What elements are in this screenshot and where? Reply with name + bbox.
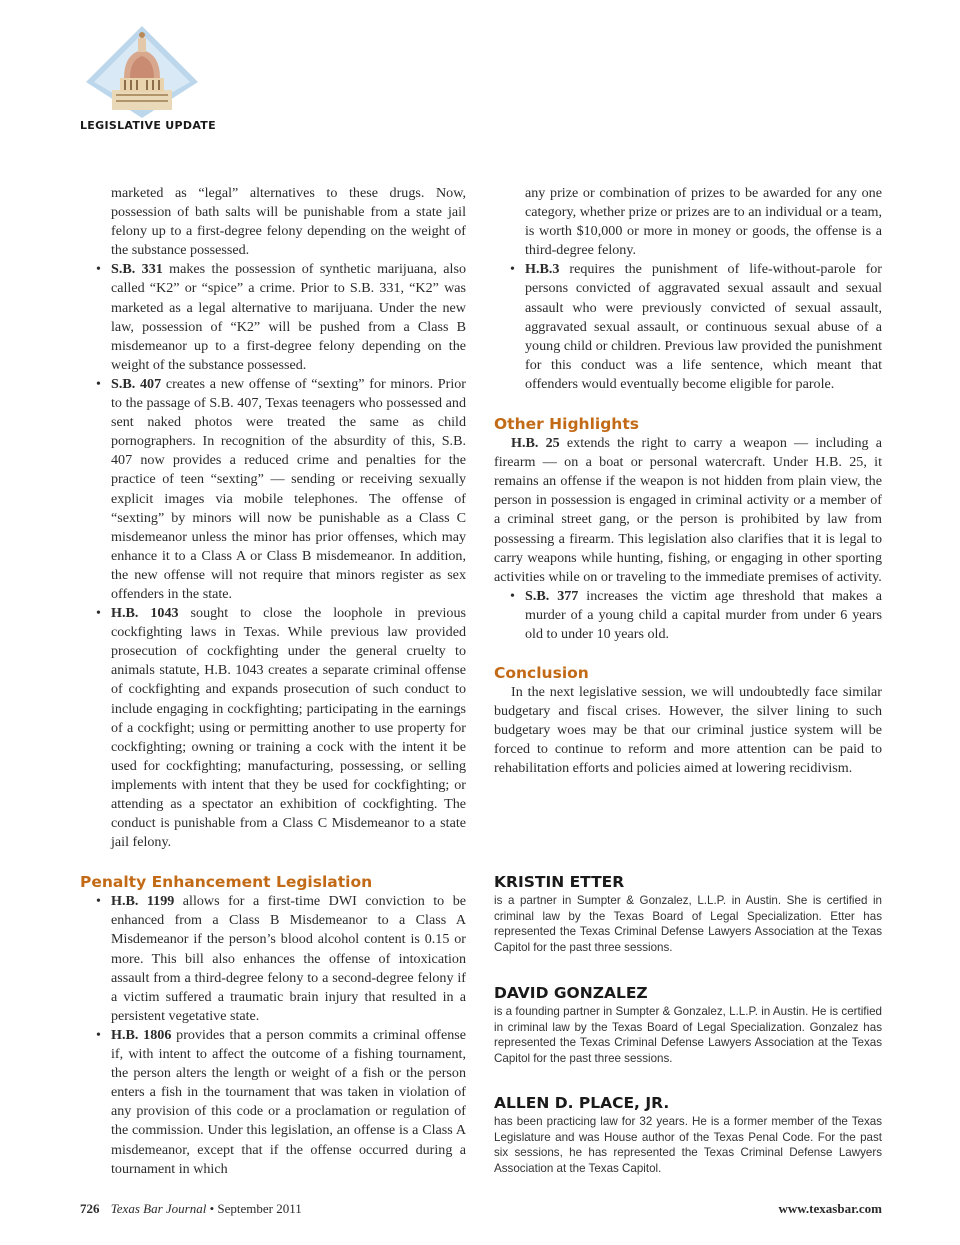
issue-date: September 2011	[217, 1201, 302, 1216]
bill-number: S.B. 377	[525, 587, 579, 604]
bullet-text: requires the punishment of life-without-parole for persons convicted of aggravated sexual assault and sexual assault who were previously convicted of sexual assault, aggravated sexual assault, or continuous sexual abuse of a young child or children. Previous law provided the punishment for this conduct was a life sentence, which meant that offenders would eventually become eligible for parole.	[525, 261, 882, 392]
bullet-text: sought to close the loophole in previous cockfighting laws in Texas. While previous law provided prosecution of cockfighting under the general cruelty to animals statute, H.B. 1043 creates a separate criminal offense of cockfighting and expands prosecution of such conduct to include engaging in cockfighting; participating in the earnings of a cockfight; using or permitting another to use property for cockfighting; owning or training a cock with the intent it be used for cockfighting; manufacturing, possessing, or selling implements with intent that they be used for cockfighting; or attending as a spectator an exhibition of cockfighting. The conduct is punishable from a Class C Misdemeanor to a state jail felony.	[111, 605, 466, 851]
page-footer	[80, 1201, 302, 1217]
bullet-text: increases the victim age threshold that makes a murder of a young child a capital murder from under 6 years old to under 10 years old.	[525, 587, 882, 642]
website-url[interactable]: www.texasbar.com	[778, 1201, 882, 1216]
bill-number: H.B. 1043	[111, 605, 179, 622]
section-label: LEGISLATIVE UPDATE	[80, 119, 216, 132]
bullet-hb1043: • H.B. 1043 sought to close the loophole in previous cockfighting laws in Texas. While previous law provided prosecution of cockfighting under the general cruelty to animals statute, H.B. 1043 creates a separate criminal offense of cockfighting and expands prosecution of such conduct to include engaging in cockfighting; participating in the earnings of a cockfight; using or permitting another to use property for cockfighting; owning or training a cock with the intent it be used for cockfighting; manufacturing, possessing, or selling implements with intent that they be used for cockfighting; or attending as a spectator an exhibition of cockfighting. The conduct is punishable from a Class C Misdemeanor to a state jail felony.	[96, 605, 466, 851]
author-description: is a partner in Sumpter & Gonzalez, L.L.P. in Austin. She is certified in criminal law by the Texas Board of Legal Specialization. Etter has represented the Texas Criminal Defense Lawyers Association at the Texas Capitol for the past three sessions.	[494, 894, 882, 955]
bullet-text: provides that a person commits a criminal offense if, with intent to affect the outcome of a fishing tournament, the person alters the length or weight of a fish or the person enters a fish in the tournament that was taken in violation of any provision of this code or a proclamation or regulation of the commission. Under this legislation, an offense is a Class A misdemeanor, except that if the offense occurred during a tournament in which	[111, 1026, 467, 1177]
footer-separator: •	[209, 1201, 215, 1216]
bill-number: S.B. 407	[111, 375, 162, 392]
penalty-heading: Penalty Enhancement Legislation	[80, 873, 373, 892]
bullet-text: allows for a first-time DWI conviction to be enhanced from a Class B Misdemeanor to a Class A Misdemeanor if the person’s blood alcohol content is 0.15 or more. This bill also enhances the offense of intoxication assault from a third-degree felony to a second-degree felony if a victim suffered a traumatic brain injury that resulted in a persistent vegetative state.	[111, 893, 467, 1024]
page-number: 726	[80, 1201, 100, 1216]
author-description: has been practicing law for 32 years. He is a former member of the Texas Legislature and was House author of the Texas Penal Code. For the past six sessions, he has represented the Texas Criminal Defense Lawyers Association at the Texas Capitol.	[494, 1115, 882, 1176]
author-bio	[494, 984, 882, 1067]
bullet-text: creates a new offense of “sexting” for minors. Prior to the passage of S.B. 407, Texas teenagers who possessed and sent naked photos were treated the same as child pornographers. In recognition of the absurdity of this, S.B. 407 now provides a reduced crime and penalties for the practice of teen “sexting” — sending or receiving sexually explicit images via mobile telephones. The offense of “sexting” by minors will now be punishable as a Class C misdemeanor unless the minor has prior offenses, which may enhance it to a Class A or Class B misdemeanor. In addition, the new offense will not require that minors register as sex offenders in the state.	[111, 375, 466, 602]
bill-number: H.B.3	[525, 261, 560, 278]
conclusion-heading: Conclusion	[494, 664, 589, 683]
author-bio	[494, 873, 882, 956]
right-column	[494, 184, 882, 779]
bullet-hb1199: • H.B. 1199 allows for a first-time DWI conviction to be enhanced from a Class B Misdemeanor to a Class A Misdemeanor if the person’s blood alcohol content is 0.15 or more. This bill also enhances the offense of intoxication assault from a third-degree felony to a second-degree felony if a victim suffered a traumatic brain injury that resulted in a persistent vegetative state.	[96, 893, 467, 1024]
bullet-sb407: • S.B. 407 creates a new offense of “sexting” for minors. Prior to the passage of S.B. 407, Texas teenagers who possessed and sent naked photos were treated the same as child pornographers. In recognition of the absurdity of this, S.B. 407 now provides a reduced crime and penalties for the practice of teen “sexting” — sending or receiving sexually explicit images via mobile telephones. The offense of “sexting” by minors will now be punishable as a Class C misdemeanor unless the minor has prior offenses, which may enhance it to a Class A or Class B misdemeanor. In addition, the new offense will not require that minors register as sex offenders in the state.	[96, 375, 466, 602]
bill-number: H.B. 1806	[111, 1026, 172, 1043]
journal-name: Texas Bar Journal	[110, 1201, 207, 1216]
author-description: is a founding partner in Sumpter & Gonzalez, L.L.P. in Austin. He is certified in criminal law by the Texas Board of Legal Specialization. Gonzalez has represented the Texas Criminal Defense Lawyers Association at the Texas Capitol for the past three sessions.	[494, 1005, 882, 1066]
bill-number: H.B. 1199	[111, 893, 175, 910]
left-column	[80, 184, 466, 1179]
bullet-sb377: • S.B. 377 increases the victim age threshold that makes a murder of a young child a capital murder from under 6 years old to under 10 years old.	[510, 587, 882, 642]
author-name: KRISTIN ETTER	[494, 873, 625, 891]
bullet-sb331: • S.B. 331 makes the possession of synthetic marijuana, also called “K2” or “spice” a crime. Prior to S.B. 331, “K2” was marketed as a legal alternative to marijuana. Under the new law, possession of “K2” will be pushed from a Class B misdemeanor up to a first-degree felony depending on the weight of the substance possessed.	[96, 261, 467, 373]
hb25-paragraph	[494, 434, 882, 587]
bill-number: S.B. 331	[111, 261, 163, 278]
bullet-text: makes the possession of synthetic marijuana, also called “K2” or “spice” a crime. Prior to S.B. 331, “K2” was marketed as a legal alternative to marijuana. Under the new law, possession of “K2” will be pushed from a Class B misdemeanor up to a first-degree felony depending on the weight of the substance possessed.	[111, 261, 467, 373]
capitol-dome-icon	[82, 24, 202, 120]
continuation-paragraph: any prize or combination of prizes to be awarded for any one category, whether prize or prizes are to an individual or a team, is worth $10,000 or more in money or goods, the offense is a third-degree felony.	[525, 185, 882, 259]
bullet-hb1806: • H.B. 1806 provides that a person commits a criminal offense if, with intent to affect the outcome of a fishing tournament, the person alters the length or weight of a fish or the person enters a fish in the tournament that was taken in violation of any provision of this code or a proclamation or regulation of the commission. Under this legislation, an offense is a Class A misdemeanor, except that if the offense occurred during a tournament in which	[96, 1026, 467, 1177]
other-highlights-heading: Other Highlights	[494, 415, 639, 434]
author-name: DAVID GONZALEZ	[494, 984, 648, 1002]
author-bio	[494, 1094, 882, 1177]
intro-paragraph: marketed as “legal” alternatives to these drugs. Now, possession of bath salts will be punishable from a state jail felony up to a first-degree felony depending on the weight of the substance possessed.	[111, 185, 466, 259]
bill-number: H.B. 25	[511, 435, 560, 452]
author-name: ALLEN D. PLACE, JR.	[494, 1094, 670, 1112]
bullet-hb3: • H.B.3 requires the punishment of life-without-parole for persons convicted of aggravated sexual assault and sexual assault who were previously convicted of sexual assault, aggravated sexual assault, or continuous sexual abuse of a young child or children. Previous law provided the punishment for this conduct was a life sentence, which meant that offenders would eventually become eligible for parole.	[510, 261, 882, 392]
paragraph-text: extends the right to carry a weapon — including a firearm — on a boat or personal watercraft. Under H.B. 25, it remains an offense if the weapon is not hidden from plain view, the person in possession is engaged in criminal activity or a member of a criminal street gang, or the person is prohibited by law from possessing a firearm. This legislation also clarifies that it is legal to carry weapons while hunting, fishing, or engaging in other sporting activities while on or traveling to the immediate premises of activity.	[494, 435, 883, 585]
conclusion-paragraph: In the next legislative session, we will undoubtedly face similar budgetary and fiscal crises. However, the silver lining to such budgetary woes may be that our criminal justice system will be forced to continue to reform and more attention can be paid to rehabilitation efforts and policies aimed at lowering recidivism.	[494, 684, 882, 777]
